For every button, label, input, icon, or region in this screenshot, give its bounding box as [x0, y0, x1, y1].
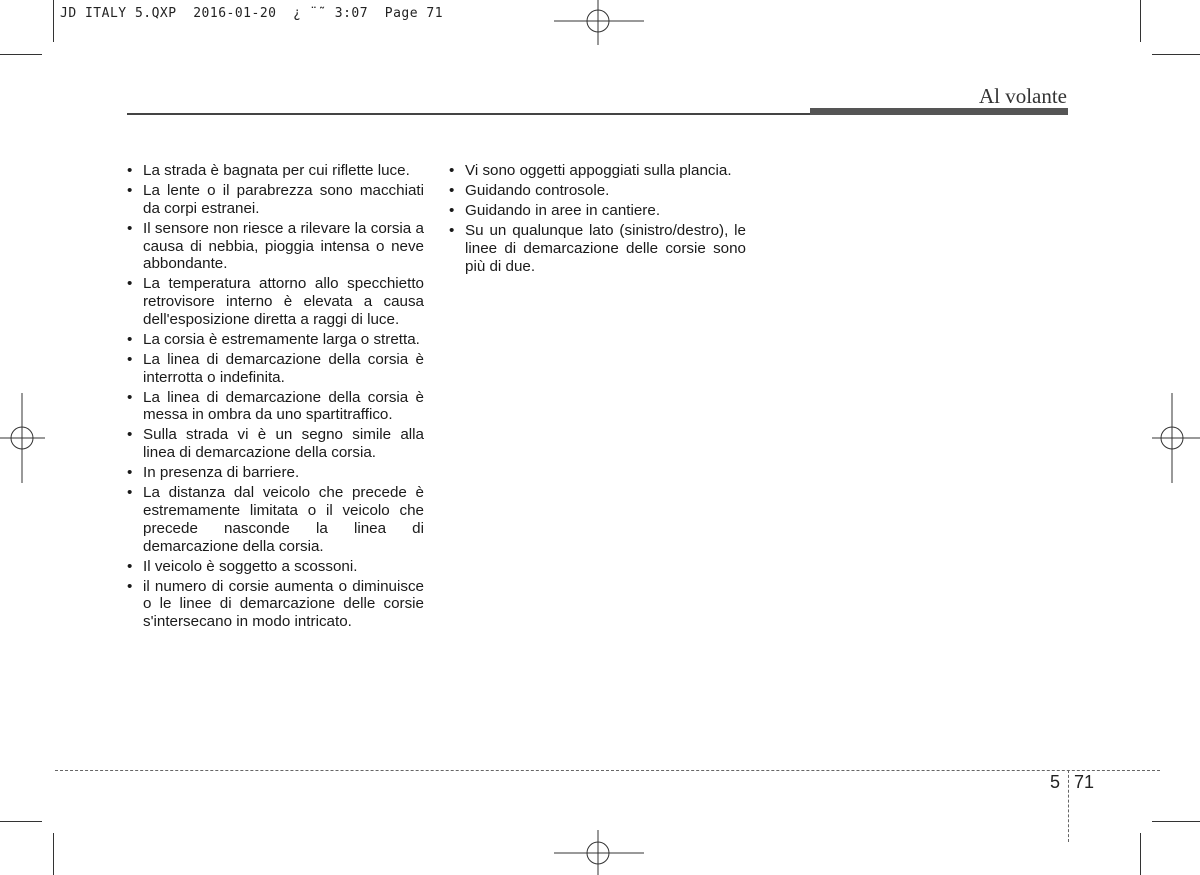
right-column: [449, 162, 746, 278]
list-item: • In presenza di barriere.: [127, 464, 424, 482]
crop-mark: [1140, 833, 1141, 875]
list-item: • Il sensore non riesce a rilevare la corsia a causa di nebbia, pioggia intensa o neve abbondante.: [127, 220, 424, 273]
list-item: • La lente o il parabrezza sono macchiati da corpi estranei.: [127, 182, 424, 218]
registration-mark-icon: [1152, 393, 1200, 483]
crop-mark: [53, 833, 54, 875]
bullet-list: [127, 162, 424, 631]
list-item: • La linea di demarcazione della corsia è interrotta o indefinita.: [127, 351, 424, 387]
chapter-number: 5: [1050, 772, 1061, 792]
print-slug: JD ITALY 5.QXP 2016-01-20 ¿ ¨˜ 3:07 Page 71: [60, 6, 444, 21]
crop-mark: [0, 54, 42, 55]
list-item: • Vi sono oggetti appoggiati sulla plancia.: [449, 162, 746, 180]
crop-mark: [1152, 54, 1200, 55]
list-item: • il numero di corsie aumenta o diminuisce o le linee di demarcazione delle corsie s'intersecano in modo intricato.: [127, 578, 424, 631]
list-item: • Sulla strada vi è un segno simile alla linea di demarcazione della corsia.: [127, 426, 424, 462]
list-item: • La distanza dal veicolo che precede è estremamente limitata o il veicolo che precede nasconde la linea di demarcazione della corsia.: [127, 484, 424, 555]
registration-mark-icon: [554, 830, 644, 875]
list-item: • La strada è bagnata per cui riflette luce.: [127, 162, 424, 180]
left-column: [127, 162, 424, 633]
header-rule-accent: [810, 108, 1068, 115]
crop-mark: [1140, 0, 1141, 42]
list-item: • Su un qualunque lato (sinistro/destro), le linee di demarcazione delle corsie sono più di due.: [449, 222, 746, 275]
footer-divider: [1068, 770, 1069, 842]
list-item: • La linea di demarcazione della corsia è messa in ombra da uno spartitraffico.: [127, 389, 424, 425]
registration-mark-icon: [554, 0, 644, 45]
crop-mark: [0, 821, 42, 822]
list-item: • Guidando controsole.: [449, 182, 746, 200]
section-title: Al volante: [978, 84, 1067, 108]
list-item: • Guidando in aree in cantiere.: [449, 202, 746, 220]
crop-mark: [53, 0, 54, 42]
list-item: • Il veicolo è soggetto a scossoni.: [127, 558, 424, 576]
list-item: • La temperatura attorno allo specchietto retrovisore interno è elevata a causa dell'esposizione diretta a raggi di luce.: [127, 275, 424, 328]
list-item: • La corsia è estremamente larga o stretta.: [127, 331, 424, 349]
footer-rule: [55, 770, 1160, 771]
registration-mark-icon: [0, 393, 45, 483]
page-number: 71: [1074, 772, 1095, 792]
header-rule: [127, 113, 810, 115]
crop-mark: [1152, 821, 1200, 822]
bullet-list: [449, 162, 746, 275]
